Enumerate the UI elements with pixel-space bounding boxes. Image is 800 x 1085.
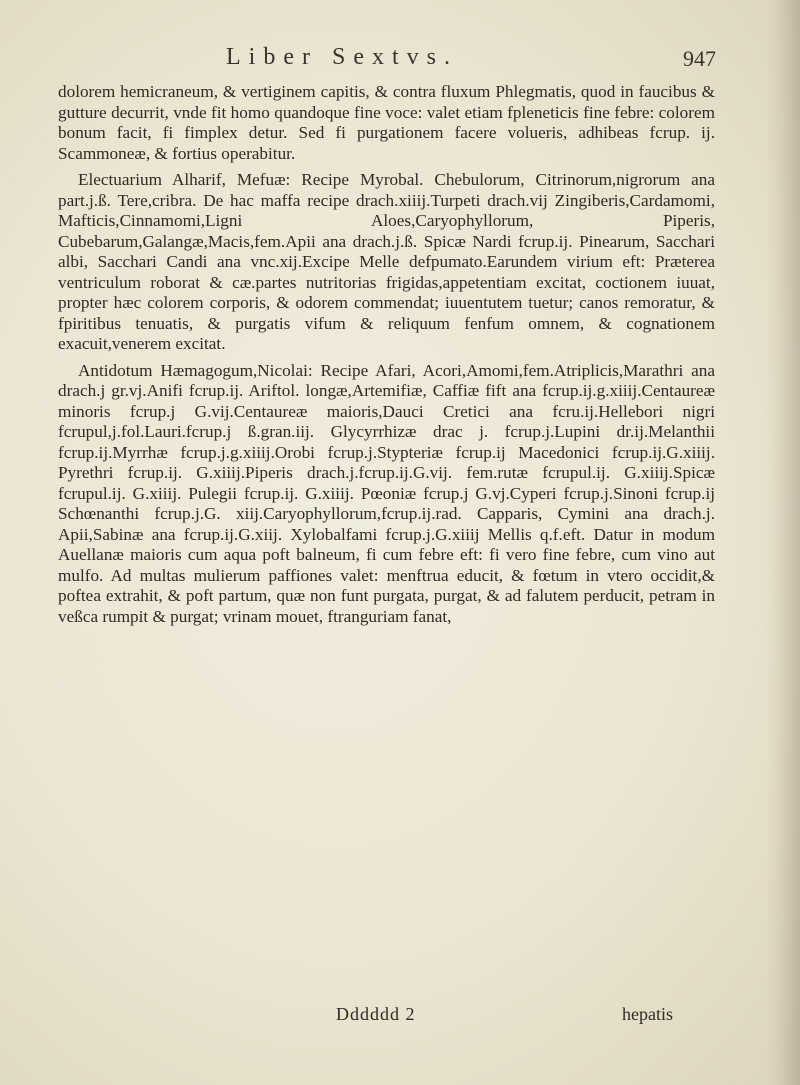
running-head <box>0 44 800 74</box>
gutter-shadow <box>766 0 800 1085</box>
page-footer <box>0 1004 800 1030</box>
running-title: Liber Sextvs. <box>226 44 458 70</box>
page-number: 947 <box>683 46 716 71</box>
body-text <box>58 82 715 633</box>
paragraph-antidotum-haemagogum: Antidotum Hæmagogum,Nicolai: Recipe Afari, Acori,Amomi,fem.Atriplicis,Marathri ana drach.j gr.vj.Anifi fcrup.ij. Ariftol. longæ,Artemifiæ, Caffiæ fift ana fcrup.ij.g.xiiij.Centaureæ minoris fcrup.j G.vij.Centaureæ maioris,Dauci Cretici ana fcru.ij.Hellebori nigri fcrupul,j.fol.Lauri.fcrup.j ß.gran.iij. Glycyrrhizæ drac j. fcrup.j.Lupini dr.ij.Melanthii fcrup.ij.Myrrhæ fcrup.j.g.xiiij.Orobi fcrup.j.Stypteriæ fcrup.ij Macedonici fcrup.ij.G.xiiij. Pyrethri fcrup.ij. G.xiiij.Piperis drach.j.fcrup.ij.G.vij. fem.rutæ fcrupul.ij. G.xiiij.Spicæ fcrupul.ij. G.xiiij. Pulegii fcrup.ij. G.xiiij. Pœoniæ fcrup.j G.vj.Cyperi fcrup.j.Sinoni fcrup.ij Schœnanthi fcrup.j.G. xiij.Caryophyllorum,fcrup.ij.rad. Capparis, Cymini ana drach.j. Apii,Sabinæ ana fcrup.ij.G.xiij. Xylobalfami fcrup.j.G.xiiij Mellis q.f.eft. Datur in modum Auellanæ maioris cum aqua poft balneum, fi cum febre eft: fi vero fine febre, cum vino aut mulfo. Ad multas mulierum paffiones valet: menftrua educit, & fœtum in vtero occidit,& poftea extrahit, & poft partum, quæ non funt purgata, purgat, & ad falutem perducit, petram in veßca rumpit & purgat; vrinam mouet, ftranguriam fanat, <box>58 360 715 626</box>
paragraph-hemicrania: dolorem hemicraneum, & vertiginem capitis, & contra fluxum Phlegmatis, quod in faucibus & gutture decurrit, vnde fit homo quandoque fine voce: valet etiam fpleneticis fine febre: colorem bonum facit, fi fimplex detur. Sed fi purgationem facere volueris, adhibeas fcrup. ij. Scammoneæ, & fortius operabitur. <box>58 82 715 163</box>
catchword: hepatis <box>622 1004 673 1024</box>
signature-mark: Dddddd 2 <box>336 1004 416 1024</box>
paragraph-electuarium-alharif: Electuarium Alharif, Mefuæ: Recipe Myrobal. Chebulorum, Citrinorum,nigrorum ana part.j.ß. Tere,cribra. De hac maffa recipe drach.xiiij.Turpeti drach.vij Zingiberis,Cardamomi, Mafticis,Cinnamomi,Ligni Aloes,Caryophyllorum, Piperis, Cubebarum,Galangæ,Macis,fem.Apii ana drach.j.ß. Spicæ Nardi fcrup.ij. Pinearum, Sacchari albi, Sacchari Candi ana vnc.xij.Excipe Melle defpumato.Earundem virium eft: Præterea ventriculum roborat & cæ.partes nutritorias frigidas,appetentiam excitat, coctionem iuuat, propter hæc colorem corporis, & odorem commendat; iuuentutem tuetur; canos remoratur, & fpiritibus tenuatis, & purgatis vifum & reliquum fenfum omnem, & cognationem exacuit,venerem excitat. <box>58 170 715 353</box>
